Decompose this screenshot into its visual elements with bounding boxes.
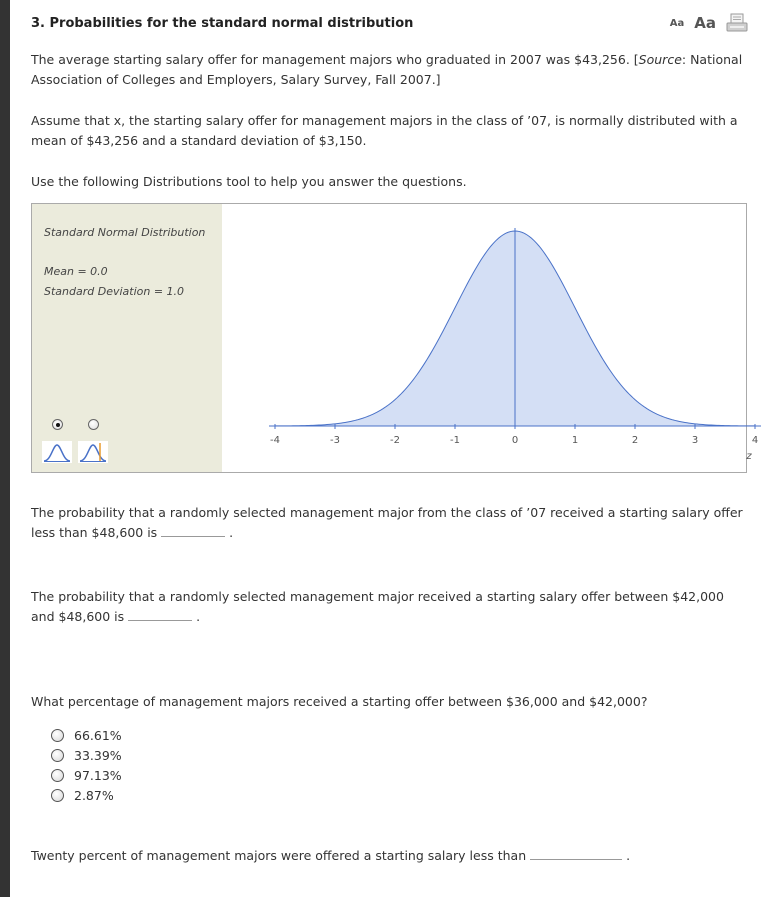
intro-text-a: The average starting salary offer for management majors who graduated in 2007 was $43,256. [ xyxy=(31,52,639,67)
option-1-radio[interactable] xyxy=(51,729,64,742)
question-2 xyxy=(31,587,743,627)
question-3-options xyxy=(51,725,122,805)
intro-paragraph-2: Assume that x, the starting salary offer for management majors in the class of ’07, is normally distributed with a mean of $43,256 and a standard deviation of $3,150. xyxy=(31,113,738,148)
intro-paragraph-1 xyxy=(31,50,743,90)
mean-label: Mean = 0.0 xyxy=(44,265,108,278)
question-3: What percentage of management majors received a starting offer between $36,000 and $42,000? xyxy=(31,694,648,709)
toolbar xyxy=(670,13,748,33)
x-tick-label-8: 4 xyxy=(751,435,759,446)
x-tick-label-6: 2 xyxy=(631,435,639,446)
question-1-text: The probability that a randomly selected management major from the class of ’07 received a starting salary offer less than $48,600 is xyxy=(31,505,743,540)
mode-radio-single-tail[interactable] xyxy=(52,419,63,430)
x-tick-label-2: -2 xyxy=(390,435,400,446)
question-2-period: . xyxy=(196,609,201,624)
option-3-label: 97.13% xyxy=(74,767,122,783)
question-4-text: Twenty percent of management majors were offered a starting salary less than xyxy=(31,848,527,863)
mode-radio-two-tail[interactable] xyxy=(88,419,99,430)
print-icon[interactable] xyxy=(726,13,748,33)
option-1[interactable] xyxy=(51,725,122,745)
left-sidebar-edge xyxy=(0,0,10,897)
question-1-period: . xyxy=(229,525,234,540)
x-axis-label: z xyxy=(746,451,752,462)
question-4 xyxy=(31,846,743,866)
normal-curve-icon[interactable] xyxy=(42,441,72,463)
x-tick-label-7: 3 xyxy=(691,435,699,446)
decrease-text-size-button[interactable]: Aa xyxy=(669,17,685,29)
distribution-name: Standard Normal Distribution xyxy=(44,226,206,239)
x-tick-label-1: -3 xyxy=(330,435,340,446)
answer-1-input[interactable] xyxy=(161,524,225,537)
question-title: 3. Probabilities for the standard normal distribution xyxy=(31,16,414,31)
answer-4-input[interactable] xyxy=(530,847,622,860)
question-2-text: The probability that a randomly selected management major received a starting salary offer between $42,000 and $48,600 is xyxy=(31,589,724,624)
x-tick-label-0: -4 xyxy=(270,435,280,446)
answer-2-input[interactable] xyxy=(128,608,192,621)
option-1-label: 66.61% xyxy=(74,727,122,743)
tool-info-panel xyxy=(32,204,222,472)
shaded-curve-icon[interactable] xyxy=(78,441,108,463)
x-tick-label-3: -1 xyxy=(450,435,460,446)
x-tick-label-5: 1 xyxy=(571,435,579,446)
question-1 xyxy=(31,503,743,543)
increase-text-size-button[interactable]: Aa xyxy=(694,14,716,32)
question-4-period: . xyxy=(626,848,631,863)
option-2-label: 33.39% xyxy=(74,747,122,763)
option-4-radio[interactable] xyxy=(51,789,64,802)
option-3[interactable] xyxy=(51,765,122,785)
intro-text-b: : National Association of Colleges and Employers, Salary Survey, Fall 2007.] xyxy=(31,52,743,87)
option-2[interactable] xyxy=(51,745,122,765)
distributions-tool xyxy=(31,203,759,473)
option-4-label: 2.87% xyxy=(74,787,114,803)
intro-paragraph-3: Use the following Distributions tool to help you answer the questions. xyxy=(31,174,467,189)
source-label: Source xyxy=(638,52,682,67)
normal-distribution-chart[interactable] xyxy=(222,204,759,472)
option-4[interactable] xyxy=(51,785,122,805)
x-tick-label-4: 0 xyxy=(511,435,519,446)
sd-label: Standard Deviation = 1.0 xyxy=(44,285,185,298)
option-3-radio[interactable] xyxy=(51,769,64,782)
option-2-radio[interactable] xyxy=(51,749,64,762)
